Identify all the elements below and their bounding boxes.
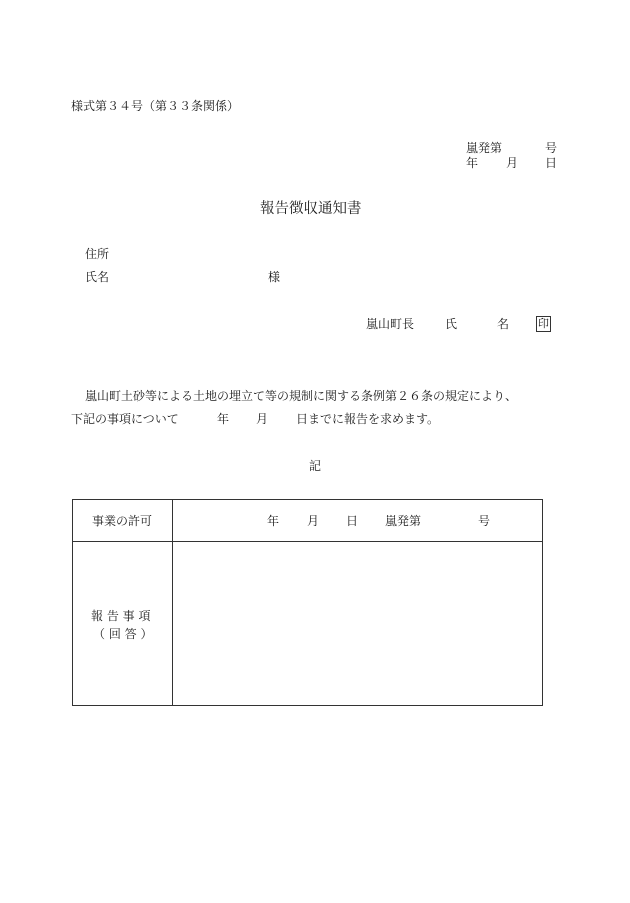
body-line-2-suffix: 日までに報告を求めます。 bbox=[296, 412, 440, 426]
ref-year: 年 bbox=[466, 156, 479, 170]
permit-day: 日 bbox=[346, 514, 359, 528]
body-line-2-prefix: 下記の事項について bbox=[71, 412, 179, 426]
form-number: 様式第３４号（第３３条関係） bbox=[71, 99, 240, 113]
report-answer-area[interactable] bbox=[173, 542, 542, 705]
permit-go: 号 bbox=[478, 514, 491, 528]
ki-heading: 記 bbox=[309, 459, 322, 473]
honorific-sama: 様 bbox=[268, 270, 281, 284]
report-answer-label: （ 回 答 ） bbox=[93, 627, 153, 641]
body-year: 年 bbox=[217, 412, 230, 426]
permit-year: 年 bbox=[267, 514, 280, 528]
issuer-shi: 氏 bbox=[445, 317, 458, 331]
report-table bbox=[72, 499, 543, 706]
permit-month: 月 bbox=[307, 514, 320, 528]
permit-hatsu: 嵐発第 bbox=[385, 514, 422, 528]
report-items-label: 報 告 事 項 bbox=[91, 609, 151, 623]
ref-day: 日 bbox=[545, 156, 558, 170]
ref-hatsu: 嵐発第 bbox=[466, 141, 503, 155]
issuer-mei: 名 bbox=[497, 317, 510, 331]
issuer-mayor: 嵐山町長 bbox=[366, 317, 415, 331]
ref-go: 号 bbox=[545, 141, 558, 155]
body-month: 月 bbox=[256, 412, 269, 426]
document-title: 報告徴収通知書 bbox=[260, 201, 362, 217]
name-label: 氏名 bbox=[85, 270, 110, 284]
body-line-1: 嵐山町土砂等による土地の埋立て等の規制に関する条例第２６条の規定により、 bbox=[85, 389, 518, 403]
address-label: 住所 bbox=[85, 247, 110, 261]
permit-label: 事業の許可 bbox=[92, 514, 153, 528]
seal-mark: 印 bbox=[538, 317, 549, 330]
ref-month: 月 bbox=[506, 156, 519, 170]
